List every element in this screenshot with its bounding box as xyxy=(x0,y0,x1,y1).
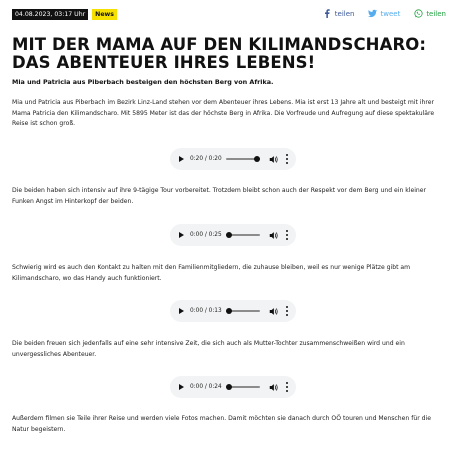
date-badge: 04.08.2023, 03:17 Uhr xyxy=(12,9,88,20)
audio-seek-bar[interactable] xyxy=(226,310,260,312)
share-bar xyxy=(323,9,446,18)
audio-seek-thumb[interactable] xyxy=(254,156,260,162)
volume-icon[interactable] xyxy=(269,155,278,164)
share-facebook-label: teilen xyxy=(334,9,355,18)
audio-time: 0:00 / 0:25 xyxy=(190,232,222,238)
audio-player[interactable] xyxy=(170,224,296,246)
audio-seek-thumb[interactable] xyxy=(226,232,232,238)
audio-player[interactable] xyxy=(170,148,296,170)
audio-seek-bar[interactable] xyxy=(226,386,260,388)
audio-player[interactable] xyxy=(170,300,296,322)
article-meta xyxy=(12,9,117,20)
audio-time: 0:20 / 0:20 xyxy=(190,156,222,162)
more-options-icon[interactable] xyxy=(285,306,289,316)
share-twitter-label: tweet xyxy=(380,9,401,18)
article-title: MIT DER MAMA AUF DEN KILIMANDSCHARO: DAS ABENTEUER IHRES LEBENS! xyxy=(12,35,427,72)
play-icon[interactable] xyxy=(179,384,184,390)
play-icon[interactable] xyxy=(179,156,184,162)
whatsapp-icon xyxy=(414,9,423,18)
volume-icon[interactable] xyxy=(269,383,278,392)
article-paragraph: Die beiden haben sich intensiv auf ihre 9-tägige Tour vorbereitet. Trotzdem bleibt schon auch der Respekt vor dem Berg und ein kleiner Funken Angst im Hinterkopf der beiden. xyxy=(12,187,427,205)
play-icon[interactable] xyxy=(179,308,184,314)
audio-seek-thumb[interactable] xyxy=(226,384,232,390)
audio-seek-thumb[interactable] xyxy=(226,308,232,314)
audio-seek-bar[interactable] xyxy=(226,234,260,236)
play-icon[interactable] xyxy=(179,232,184,238)
more-options-icon[interactable] xyxy=(285,230,289,240)
twitter-icon xyxy=(368,9,377,18)
volume-icon[interactable] xyxy=(269,231,278,240)
more-options-icon[interactable] xyxy=(285,382,289,392)
share-whatsapp-label: teilen xyxy=(426,9,446,18)
audio-seek-bar[interactable] xyxy=(226,158,260,160)
article-subtitle: Mia und Patricia aus Piberbach besteigen den höchsten Berg von Afrika. xyxy=(12,78,274,86)
article-paragraph: Mia und Patricia aus Piberbach im Bezirk Linz-Land stehen vor dem Abenteuer ihres Lebens. Mia ist erst 13 Jahre alt und besteigt mit ihrer Mama Patricia den Kilimandscharo. Mit 5895 Meter ist das der höchste Berg in Afrika. Die Vorfreude und Aufregung auf diese spektakuläre Reise ist schon groß. xyxy=(12,99,435,127)
share-twitter-button[interactable] xyxy=(368,9,400,18)
article-paragraph: Schwierig wird es auch den Kontakt zu halten mit den Familienmitgliedern, die zuhause bleiben, weil es nur wenige Plätze gibt am Kilimandscharo, wo das Handy auch funktioniert. xyxy=(12,264,411,282)
more-options-icon[interactable] xyxy=(285,154,289,164)
volume-icon[interactable] xyxy=(269,307,278,316)
share-whatsapp-button[interactable] xyxy=(414,9,446,18)
facebook-icon xyxy=(323,9,332,18)
audio-time: 0:00 / 0:13 xyxy=(190,308,222,314)
audio-time: 0:00 / 0:24 xyxy=(190,384,222,390)
category-badge[interactable]: News xyxy=(92,9,117,20)
article-paragraph: Die beiden freuen sich jedenfalls auf eine sehr intensive Zeit, die sich auch als Mutter-Tochter zusammenschweißen wird und ein unvergessliches Abenteuer. xyxy=(12,340,405,358)
share-facebook-button[interactable] xyxy=(323,9,355,18)
article-paragraph: Außerdem filmen sie Teile ihrer Reise und werden viele Fotos machen. Damit möchten sie danach durch OÖ touren und Menschen für die Natur begeistern. xyxy=(12,415,431,433)
audio-player[interactable] xyxy=(170,376,296,398)
